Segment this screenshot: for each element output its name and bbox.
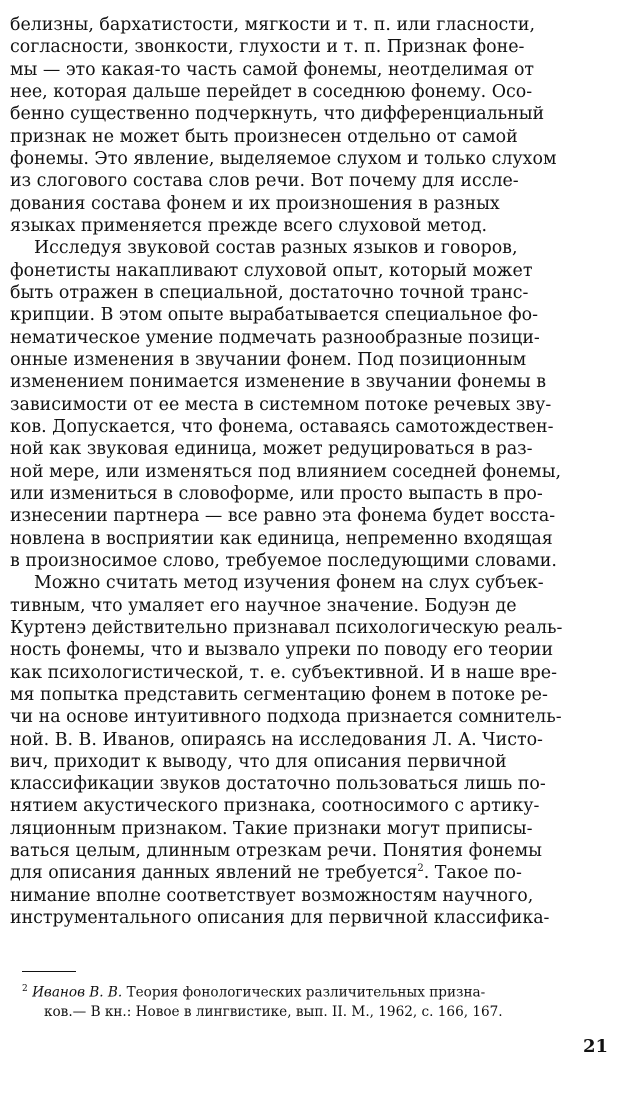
text-line: ной как звуковая единица, может редуцироваться в раз- — [10, 439, 533, 460]
text-line: как психологистической, т. е. субъективной. И в наше вре- — [10, 662, 557, 683]
text-segment: для описания данных явлений не требуется — [10, 863, 418, 884]
text-line: нимание вполне соответствует возможностям научного, — [10, 885, 534, 906]
paragraph-first-line: Исследуя звуковой состав разных языков и говоров, — [34, 238, 518, 259]
text-line: языках применяется прежде всего слуховой метод. — [10, 215, 488, 236]
footnote-line: ков.— В кн.: Новое в лингвистике, вып. II. М., 1962, с. 166, 167. — [44, 1003, 503, 1020]
text-line: нематическое умение подмечать разнообразные позици- — [10, 327, 540, 348]
text-line: классификации звуков достаточно пользоваться лишь по- — [10, 774, 546, 795]
text-line: крипции. В этом опыте вырабатывается специальное фо- — [10, 305, 539, 326]
footnote-text: Теория фонологических различительных призна- — [122, 984, 486, 1001]
footnote-author: Иванов В. В. — [32, 984, 123, 1001]
text-line: признак не может быть произнесен отдельно от самой — [10, 126, 518, 147]
text-line: ной мере, или изменяться под влиянием соседней фонемы, — [10, 461, 562, 482]
footnote-number: 2 — [22, 984, 28, 994]
footnote-reference[interactable]: 2 — [417, 863, 424, 875]
text-line: белизны, бархатистости, мягкости и т. п. или гласности, — [10, 15, 536, 35]
text-line: онные изменения в звучании фонем. Под позиционным — [10, 349, 527, 370]
footnote — [22, 980, 610, 1022]
text-line: мы — это какая-то часть самой фонемы, неотделимая от — [10, 59, 535, 80]
text-line: изменением понимается изменение в звучании фонемы в — [10, 372, 547, 393]
text-line: вич, приходит к выводу, что для описания первичной — [10, 751, 507, 772]
text-line: из слогового состава слов речи. Вот почему для иссле- — [10, 171, 519, 192]
body-text — [10, 14, 610, 929]
text-line: бенно существенно подчеркнуть, что дифференциальный — [10, 104, 545, 125]
text-line: мя попытка представить сегментацию фонем в потоке ре- — [10, 684, 548, 705]
text-line: фонемы. Это явление, выделяемое слухом и только слухом — [10, 148, 557, 169]
text-line: новлена в восприятии как единица, непременно входящая — [10, 528, 553, 549]
text-line: изнесении партнера — все равно эта фонема будет восста- — [10, 506, 556, 527]
text-line: Куртенэ действительно признавал психологическую реаль- — [10, 617, 563, 638]
text-line: нятием акустического признака, соотносимого с артику- — [10, 796, 540, 817]
text-line: ваться целым, длинным отрезкам речи. Понятия фонемы — [10, 841, 542, 862]
text-line: ность фонемы, что и вызвало упреки по поводу его теории — [10, 640, 554, 661]
text-line: чи на основе интуитивного подхода признается сомнитель- — [10, 707, 562, 728]
footnote-line — [22, 980, 610, 1003]
text-line: ной. В. В. Иванов, опираясь на исследования Л. А. Чисто- — [10, 729, 543, 750]
text-line: ков. Допускается, что фонема, оставаясь самотождествен- — [10, 416, 554, 437]
text-line: зависимости от ее места в системном потоке речевых зву- — [10, 394, 552, 415]
text-line: в произносимое слово, требуемое последующими словами. — [10, 550, 557, 571]
text-line: инструментального описания для первичной классифика- — [10, 908, 550, 929]
text-line: быть отражен в специальной, достаточно точной транс- — [10, 282, 529, 303]
page-number: 21 — [582, 1036, 608, 1057]
text-line: дования состава фонем и их произношения в разных — [10, 193, 500, 214]
text-line: согласности, звонкости, глухости и т. п. Признак фоне- — [10, 37, 525, 58]
text-line-with-footnote-ref — [10, 862, 610, 884]
text-line: тивным, что умаляет его научное значение. Бодуэн де — [10, 595, 517, 616]
footnote-divider — [22, 971, 76, 972]
text-line: фонетисты накапливают слуховой опыт, который может — [10, 260, 533, 281]
text-line: или измениться в словоформе, или просто выпасть в про- — [10, 483, 543, 504]
paragraph-first-line: Можно считать метод изучения фонем на слух субъек- — [34, 573, 544, 594]
text-segment: . Такое по- — [423, 863, 522, 884]
text-line: нее, которая дальше перейдет в соседнюю фонему. Осо- — [10, 81, 533, 102]
text-line: ляционным признаком. Такие признаки могут приписы- — [10, 818, 533, 839]
